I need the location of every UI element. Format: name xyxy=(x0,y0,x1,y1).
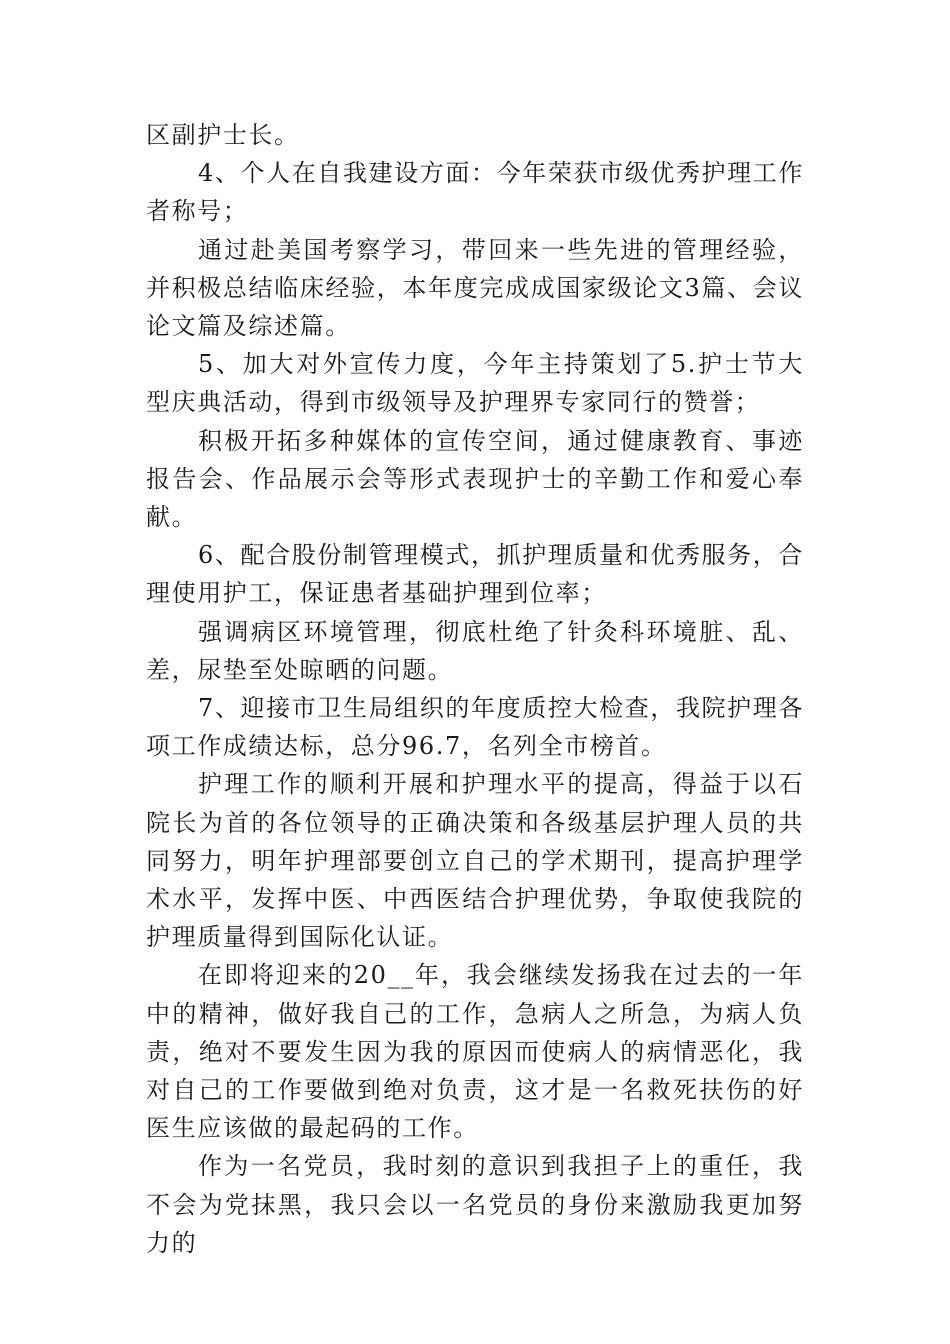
paragraph-media-publicity: 积极开拓多种媒体的宣传空间，通过健康教育、事迹报告会、作品展示会等形式表现护士的辛勤工作和爱心奉献。 xyxy=(146,426,804,532)
paragraph-achievements: 护理工作的顺利开展和护理水平的提高，得益于以石院长为首的各位领导的正确决策和各级基层护理人员的共同努力，明年护理部要创立自己的学术期刊，提高护理学术水平，发挥中医、中西医结合护理优势，争取使我院的护理质量得到国际化认证。 xyxy=(146,770,804,952)
paragraph-party-member: 作为一名党员，我时刻的意识到我担子上的重任，我不会为党抹黑，我只会以一名党员的身份来激励我更加努力的 xyxy=(146,1152,804,1257)
paragraph-item-4: 4、个人在自我建设方面：今年荣获市级优秀护理工作者称号； xyxy=(146,159,804,226)
paragraph-next-year: 在即将迎来的20__年，我会继续发扬我在过去的一年中的精神，做好我自己的工作，急病人之所急，为病人负责，绝对不要发生因为我的原因而使病人的病情恶化，我对自己的工作要做到绝对负责，这才是一名救死扶伤的好医生应该做的最起码的工作。 xyxy=(146,961,804,1143)
paragraph-study-abroad: 通过赴美国考察学习，带回来一些先进的管理经验，并积极总结临床经验，本年度完成成国家级论文3篇、会议论文篇及综述篇。 xyxy=(146,235,804,341)
paragraph-item-7: 7、迎接市卫生局组织的年度质控大检查，我院护理各项工作成绩达标，总分96.7，名列全市榜首。 xyxy=(146,694,804,761)
paragraph-continuation: 区副护士长。 xyxy=(146,121,300,149)
paragraph-item-5: 5、加大对外宣传力度，今年主持策划了5.护士节大型庆典活动，得到市级领导及护理界专家同行的赞誉； xyxy=(146,350,804,417)
paragraph-environment: 强调病区环境管理，彻底杜绝了针灸科环境脏、乱、差，尿垫至处晾晒的问题。 xyxy=(146,617,804,684)
paragraph-item-6: 6、配合股份制管理模式，抓护理质量和优秀服务，合理使用护工，保证患者基础护理到位率； xyxy=(146,541,804,608)
